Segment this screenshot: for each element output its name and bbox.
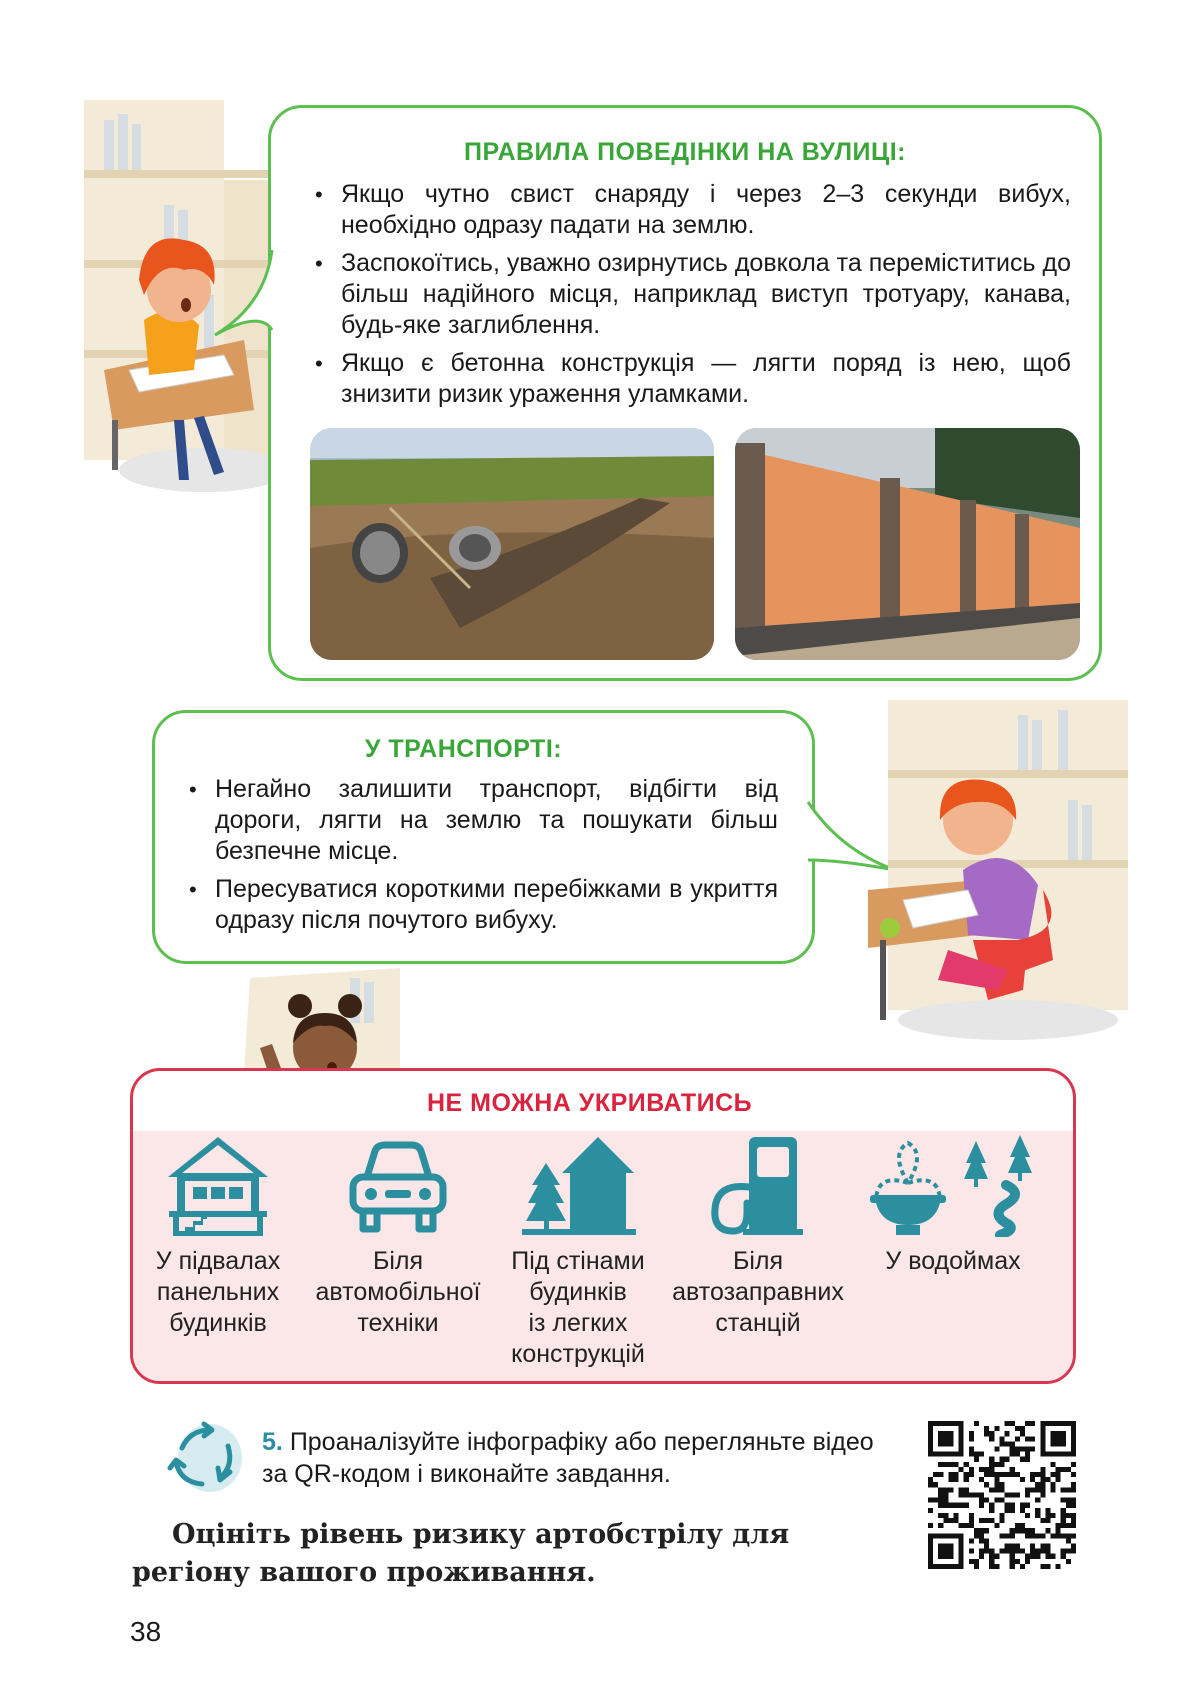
no-shelter-label: Біля автозаправних станцій xyxy=(672,1247,844,1337)
transport-rule-item: • Пересуватися короткими перебіжками в укриття одразу після почутого вибуху. xyxy=(183,874,778,936)
transport-title: У ТРАНСПОРТІ: xyxy=(364,735,563,763)
no-shelter-title: НЕ МОЖНА УКРИВАТИСЬ xyxy=(427,1089,753,1117)
brick-fence-photo xyxy=(735,428,1080,660)
task-text: Проаналізуйте інфографіку або перегляньте відео за QR-кодом і виконайте завдання. xyxy=(262,1428,874,1488)
fountain-river-icon xyxy=(868,1133,1038,1237)
no-shelter-item-basement xyxy=(133,1133,303,1339)
fuel-pump-icon xyxy=(703,1133,813,1237)
bubble-tail xyxy=(210,250,280,340)
house-basement-icon xyxy=(163,1133,273,1237)
transport-list xyxy=(183,774,778,936)
boy-reading-illustration-2 xyxy=(868,690,1138,1050)
street-rule-item: • Якщо є бетонна конструкція — лягти поряд із нею, щоб знизити ризик ураження уламками. xyxy=(309,348,1071,410)
street-rule-item: • Заспокоїтись, уважно озирнутись довкола та переміститись до більш надійного місця, наприклад виступ тротуару, канава, будь-яке заглиблення. xyxy=(309,248,1071,341)
no-shelter-item-gas-station xyxy=(663,1133,853,1339)
no-shelter-label: У водоймах xyxy=(885,1247,1021,1275)
tree-house-icon xyxy=(518,1133,638,1237)
task-instruction xyxy=(262,1426,902,1490)
qr-code[interactable] xyxy=(928,1421,1076,1569)
no-shelter-label: Під стінами будинків із легких конструкцій xyxy=(511,1247,645,1368)
transport-bubble xyxy=(152,710,815,964)
street-rules-title: ПРАВИЛА ПОВЕДІНКИ НА ВУЛИЦІ: xyxy=(464,138,906,166)
no-shelter-item-light-walls xyxy=(493,1133,663,1370)
street-rules-list xyxy=(309,179,1071,410)
no-shelter-label: Біля автомобільної техніки xyxy=(315,1247,481,1337)
car-icon xyxy=(343,1133,453,1237)
task-icon xyxy=(162,1418,244,1496)
street-rule-item: • Якщо чутно свист снаряду і через 2–3 секунди вибух, необхідно одразу падати на землю. xyxy=(309,179,1071,241)
no-shelter-item-water xyxy=(853,1133,1053,1277)
task-assignment: Оцініть рівень ризику артобстрілу для регіону вашого проживання. xyxy=(132,1519,790,1588)
transport-rule-item: • Негайно залишити транспорт, відбігти від дороги, лягти на землю та пошукати більш безпечне місце. xyxy=(183,774,778,867)
no-shelter-label: У підвалах панельних будинків xyxy=(155,1247,281,1337)
ditch-photo xyxy=(310,428,714,660)
task-number: 5. xyxy=(262,1428,283,1456)
no-shelter-box xyxy=(130,1068,1076,1384)
no-shelter-item-car xyxy=(303,1133,493,1339)
page-number: 38 xyxy=(130,1616,162,1647)
